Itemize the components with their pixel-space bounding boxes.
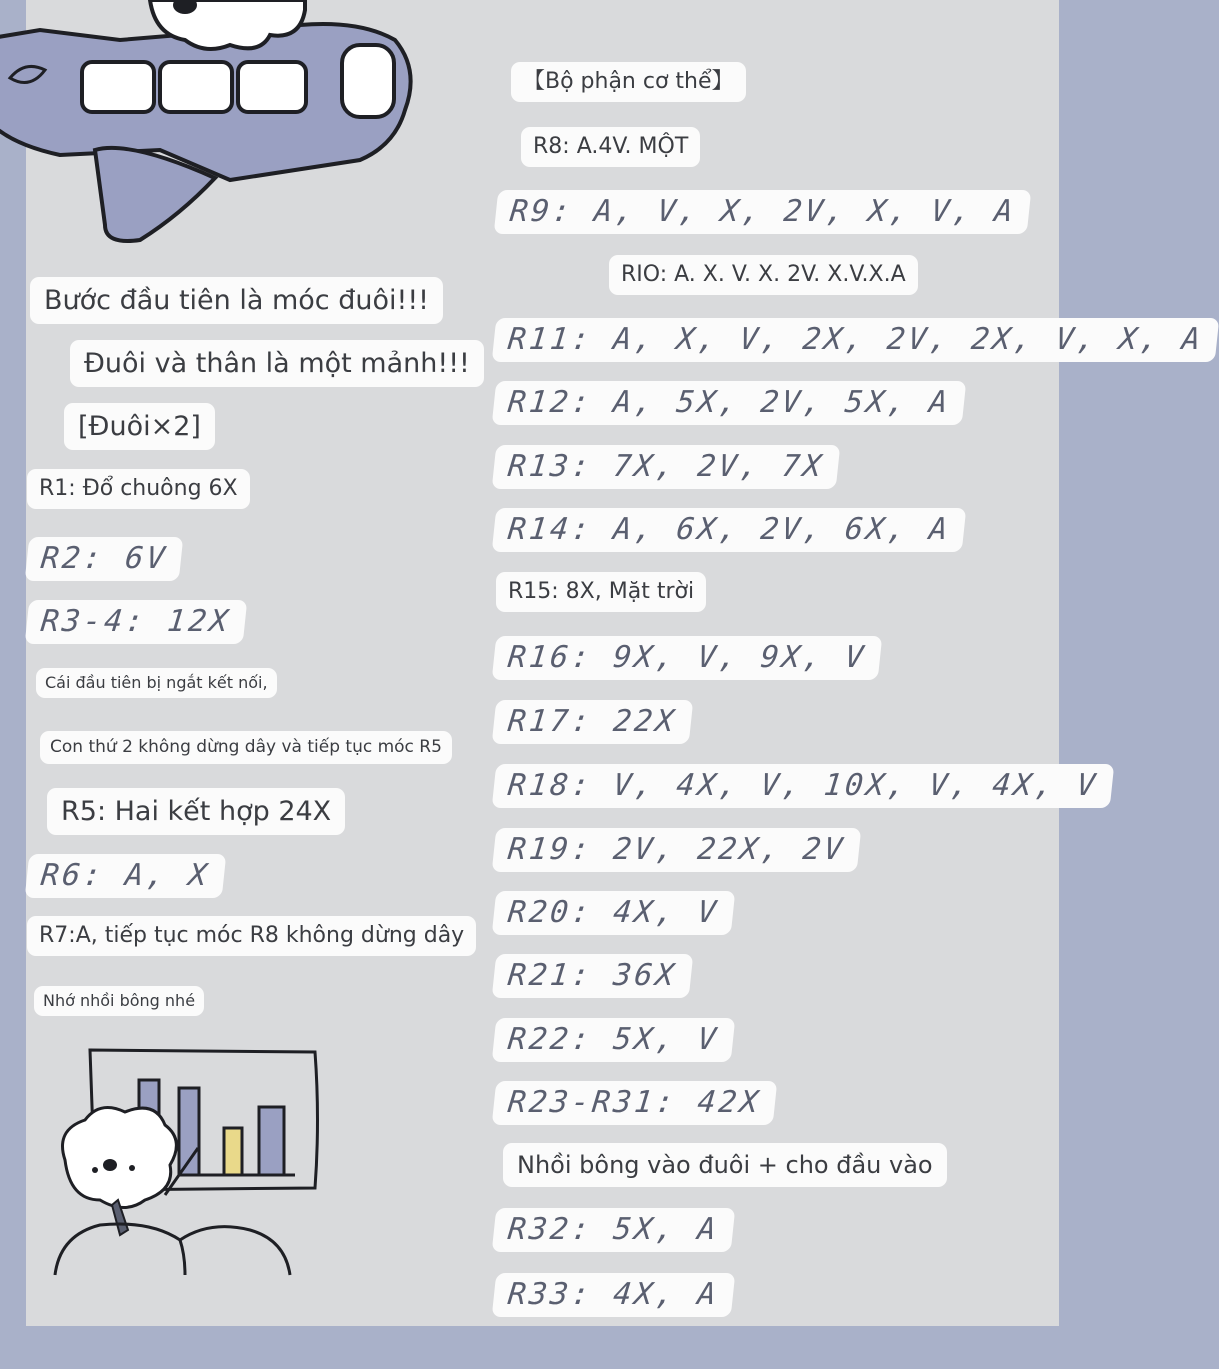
note-r11: R11: A, X, V, 2X, 2V, 2X, V, X, A: [492, 318, 1219, 362]
note-stuff-tail: Nhồi bông vào đuôi + cho đầu vào: [503, 1143, 947, 1187]
note-one-piece: Đuôi và thân là một mảnh!!!: [70, 340, 484, 387]
note-r12: R12: A, 5X, 2V, 5X, A: [492, 381, 967, 425]
note-body-parts-header: 【Bộ phận cơ thể】: [511, 62, 746, 102]
note-r7: R7:A, tiếp tục móc R8 không dừng dây: [27, 916, 476, 956]
note-tail-x2: [Đuôi×2]: [64, 403, 215, 450]
note-r8: R8: A.4V. MỘT: [521, 127, 700, 167]
dog-presenting-chart-icon: [50, 1040, 370, 1290]
note-r1: R1: Đổ chuông 6X: [27, 469, 250, 509]
note-r18: R18: V, 4X, V, 10X, V, 4X, V: [492, 764, 1114, 808]
note-r20: R20: 4X, V: [492, 891, 735, 935]
note-r19: R19: 2V, 22X, 2V: [492, 828, 862, 872]
note-r33: R33: 4X, A: [492, 1273, 735, 1317]
note-r17: R17: 22X: [492, 700, 693, 744]
note-r22: R22: 5X, V: [492, 1018, 735, 1062]
note-r15: R15: 8X, Mặt trời: [496, 572, 706, 612]
note-remember: Nhớ nhồi bông nhé: [34, 986, 204, 1016]
note-r14: R14: A, 6X, 2V, 6X, A: [492, 508, 967, 552]
note-r13: R13: 7X, 2V, 7X: [492, 445, 841, 489]
note-r9: R9: A, V, X, 2V, X, V, A: [494, 190, 1032, 234]
note-r21: R21: 36X: [492, 954, 693, 998]
note-first-step: Bước đầu tiên là móc đuôi!!!: [30, 277, 443, 324]
note-r16: R16: 9X, V, 9X, V: [492, 636, 883, 680]
dog-airplane-icon: [0, 0, 420, 250]
note-r32: R32: 5X, A: [492, 1208, 735, 1252]
note-r23-r31: R23-R31: 42X: [492, 1081, 777, 1125]
note-r3-4: R3-4: 12X: [25, 600, 247, 644]
note-r10: RIO: A. X. V. X. 2V. X.V.X.A: [609, 255, 918, 295]
note-r5: R5: Hai kết hợp 24X: [47, 788, 345, 835]
note-r6: R6: A, X: [25, 854, 226, 898]
note-second: Con thứ 2 không dừng dây và tiếp tục móc R5: [40, 731, 452, 764]
note-r2: R2: 6V: [25, 537, 184, 581]
note-first-cut: Cái đầu tiên bị ngắt kết nối,: [36, 668, 277, 698]
